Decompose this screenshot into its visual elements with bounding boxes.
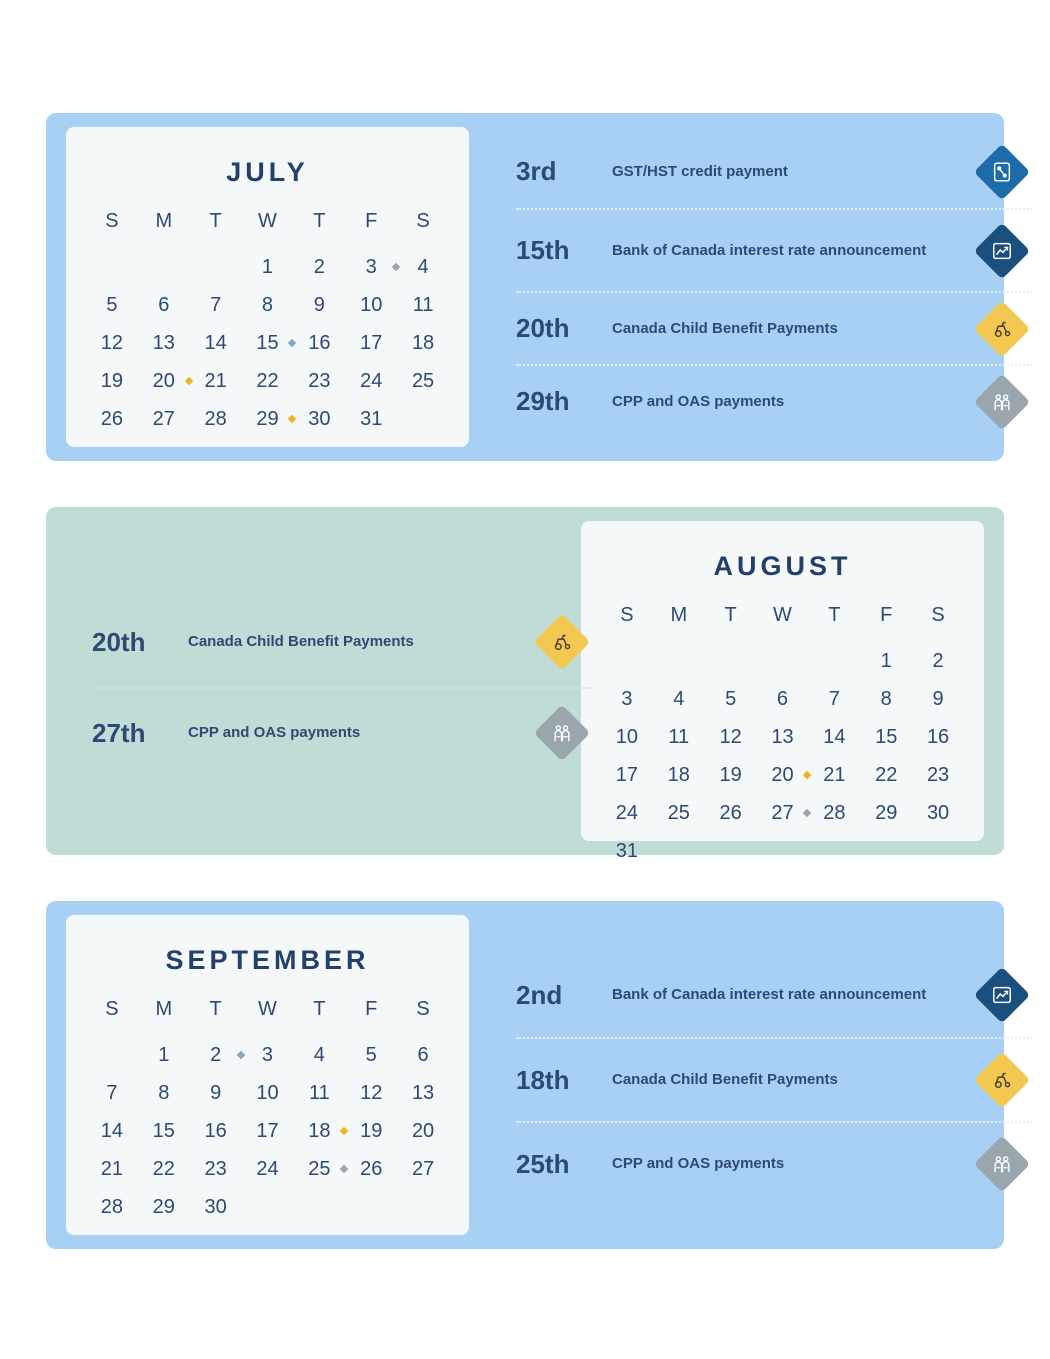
calendar-day: 11 — [308, 1082, 330, 1104]
event-label: Canada Child Benefit Payments — [612, 1071, 838, 1089]
month-block-august — [46, 507, 1004, 862]
calendar-day: 2 — [932, 650, 944, 672]
calendar-day: 17 — [360, 332, 383, 354]
calendar-day: 23 — [204, 1158, 227, 1180]
calendar-day: 13 — [411, 1082, 435, 1104]
weekday-header: T — [209, 210, 222, 232]
child-benefit-icon — [972, 1060, 1032, 1100]
calendar-day: 29 — [242, 405, 294, 433]
calendar-card-august — [581, 521, 984, 862]
calendar-day: 15 — [152, 1120, 175, 1142]
calendar-day: 25 — [667, 802, 690, 824]
calendar-day: 10 — [360, 294, 383, 316]
cpp-oas-icon — [972, 382, 1032, 422]
calendar-day: 1 — [261, 256, 274, 278]
calendar-blank — [86, 253, 138, 281]
calendar-day: 17 — [256, 1120, 279, 1142]
calendar-blank — [653, 647, 705, 675]
calendar-day: 24 — [615, 802, 639, 824]
calendar-day: 15 — [242, 329, 294, 357]
calendar-day: 5 — [365, 1044, 377, 1066]
event-row — [516, 953, 1032, 1037]
event-row — [516, 1037, 1032, 1121]
event-day: 18th — [516, 1064, 570, 1095]
weekday-header: F — [365, 210, 378, 232]
gst-credit-icon — [972, 152, 1032, 192]
calendar-day: 30 — [308, 408, 331, 430]
calendar-day: 7 — [106, 1082, 118, 1104]
event-day: 27th — [92, 717, 146, 748]
weekday-header: S — [620, 604, 634, 626]
calendar-day: 29 — [152, 1196, 175, 1218]
calendar-day: 25 — [293, 1155, 345, 1183]
calendar-day: 9 — [313, 294, 325, 316]
event-day: 2nd — [516, 979, 563, 1010]
month-block-september — [46, 901, 1004, 1249]
child-benefit-icon — [532, 622, 592, 662]
calendar-day: 22 — [152, 1158, 175, 1180]
calendar-day: 2 — [190, 1041, 242, 1069]
calendar-day: 5 — [725, 688, 737, 710]
calendar-card-july — [66, 127, 469, 447]
calendar-day: 21 — [100, 1158, 124, 1180]
weekday-header: M — [670, 604, 688, 626]
weekday-header: T — [724, 604, 737, 626]
calendar-card-september — [66, 915, 469, 1235]
calendar-day: 9 — [932, 688, 944, 710]
weekday-header: S — [105, 998, 119, 1020]
calendar-day: 27 — [757, 799, 809, 827]
event-row — [92, 597, 592, 687]
calendar-day: 8 — [261, 294, 274, 316]
weekday-header: S — [105, 210, 119, 232]
events-list-september — [516, 953, 1032, 1213]
calendar-day: 15 — [875, 726, 898, 748]
event-row — [516, 135, 1032, 208]
calendar-day: 6 — [776, 688, 789, 710]
calendar-blank — [190, 253, 242, 281]
event-day: 25th — [516, 1148, 570, 1179]
calendar-day: 27 — [411, 1158, 435, 1180]
calendar-day: 22 — [256, 370, 279, 392]
calendar-blank — [808, 647, 860, 675]
calendar-day: 21 — [823, 764, 846, 786]
calendar-day: 1 — [880, 650, 892, 672]
event-label: CPP and OAS payments — [612, 1155, 785, 1173]
weekday-header: F — [880, 604, 893, 626]
weekday-header: T — [313, 210, 326, 232]
calendar-day: 6 — [417, 1044, 429, 1066]
calendar-day: 14 — [100, 1120, 124, 1142]
weekday-header: F — [365, 998, 378, 1020]
calendar-day: 20 — [138, 367, 190, 395]
calendar-day: 12 — [719, 726, 742, 748]
calendar-day: 20 — [411, 1120, 435, 1142]
calendar-day: 3 — [345, 253, 397, 281]
calendar-day: 16 — [308, 332, 331, 354]
calendar-day: 4 — [673, 688, 685, 710]
weekday-header: M — [155, 998, 173, 1020]
events-list-august — [92, 597, 592, 777]
calendar-day: 30 — [204, 1196, 227, 1218]
calendar-day: 18 — [411, 332, 435, 354]
calendar-day: 31 — [615, 840, 639, 862]
calendar-day: 31 — [360, 408, 383, 430]
calendar-day: 18 — [667, 764, 690, 786]
event-label: GST/HST credit payment — [612, 162, 788, 180]
calendar-day: 14 — [204, 332, 227, 354]
calendar-day: 12 — [360, 1082, 383, 1104]
weekday-header: S — [416, 210, 430, 232]
calendar-day: 25 — [411, 370, 435, 392]
calendar-day: 17 — [615, 764, 639, 786]
calendar-day: 27 — [152, 408, 175, 430]
calendar-day: 8 — [158, 1082, 170, 1104]
calendar-day: 28 — [823, 802, 846, 824]
calendar-day: 16 — [926, 726, 950, 748]
calendar-day: 6 — [158, 294, 170, 316]
calendar-day: 22 — [875, 764, 898, 786]
event-row — [516, 208, 1032, 291]
calendar-grid-july — [86, 210, 449, 433]
calendar-day: 23 — [308, 370, 331, 392]
month-block-july — [46, 113, 1004, 461]
weekday-header: W — [258, 210, 277, 232]
child-benefit-icon — [972, 309, 1032, 349]
calendar-day: 3 — [621, 688, 633, 710]
calendar-day: 30 — [926, 802, 950, 824]
month-title-august: AUGUST — [713, 551, 852, 581]
interest-rate-icon — [972, 231, 1032, 271]
calendar-day: 8 — [880, 688, 892, 710]
month-title-july: JULY — [226, 157, 309, 187]
calendar-day: 23 — [926, 764, 950, 786]
event-day: 3rd — [516, 156, 557, 186]
calendar-day: 7 — [210, 294, 222, 316]
calendar-day: 13 — [771, 726, 794, 748]
events-list-july — [516, 135, 1032, 465]
calendar-day: 1 — [158, 1044, 170, 1066]
calendar-blank — [138, 253, 190, 281]
cpp-oas-icon — [972, 1144, 1032, 1184]
calendar-day: 10 — [256, 1082, 279, 1104]
calendar-day: 16 — [204, 1120, 227, 1142]
calendar-day: 24 — [360, 370, 383, 392]
calendar-blank — [757, 647, 809, 675]
weekday-header: W — [258, 998, 277, 1020]
calendar-day: 26 — [100, 408, 124, 430]
calendar-grid-september — [86, 998, 449, 1221]
weekday-header: M — [155, 210, 173, 232]
event-label: Canada Child Benefit Payments — [188, 633, 414, 651]
event-label: CPP and OAS payments — [188, 724, 361, 742]
calendar-blank — [86, 1041, 138, 1069]
calendar-blank — [601, 647, 653, 675]
calendar-day: 4 — [313, 1044, 325, 1066]
calendar-day: 28 — [100, 1196, 124, 1218]
event-label: Canada Child Benefit Payments — [612, 319, 838, 337]
calendar-day: 13 — [152, 332, 175, 354]
calendar-day: 14 — [823, 726, 846, 748]
calendar-blank — [705, 647, 757, 675]
weekday-header: S — [931, 604, 945, 626]
calendar-day: 29 — [875, 802, 898, 824]
calendar-day: 7 — [828, 688, 840, 710]
calendar-day: 26 — [360, 1158, 383, 1180]
calendar-day: 28 — [204, 408, 227, 430]
event-label: Bank of Canada interest rate announcement — [612, 241, 927, 259]
cpp-oas-icon — [532, 713, 592, 753]
weekday-header: S — [416, 998, 430, 1020]
calendar-day: 24 — [256, 1158, 279, 1180]
event-day: 15th — [516, 235, 570, 265]
calendar-day: 12 — [100, 332, 124, 354]
calendar-day: 19 — [360, 1120, 383, 1142]
event-label: Bank of Canada interest rate announcement — [612, 986, 927, 1004]
month-title-september: SEPTEMBER — [165, 945, 370, 975]
calendar-day: 4 — [417, 256, 429, 278]
interest-rate-icon — [972, 975, 1032, 1015]
weekday-header: W — [773, 604, 792, 626]
event-row — [516, 1121, 1032, 1205]
weekday-header: T — [209, 998, 222, 1020]
event-day: 29th — [516, 386, 570, 416]
calendar-day: 26 — [719, 802, 742, 824]
calendar-day: 3 — [261, 1044, 274, 1066]
event-row — [516, 291, 1032, 364]
weekday-header: T — [313, 998, 326, 1020]
calendar-day: 20 — [757, 761, 809, 789]
event-row — [516, 364, 1032, 437]
event-day: 20th — [516, 313, 570, 343]
event-row — [92, 687, 592, 777]
calendar-day: 11 — [412, 294, 434, 316]
event-day: 20th — [92, 626, 146, 657]
calendar-day: 9 — [210, 1082, 222, 1104]
event-label: CPP and OAS payments — [612, 392, 785, 410]
calendar-day: 18 — [293, 1117, 345, 1145]
calendar-grid-august — [601, 604, 964, 865]
calendar-day: 2 — [313, 256, 325, 278]
calendar-day: 21 — [204, 370, 227, 392]
calendar-day: 10 — [615, 726, 639, 748]
calendar-day: 5 — [106, 294, 118, 316]
calendar-day: 19 — [719, 764, 742, 786]
calendar-day: 11 — [668, 726, 690, 748]
weekday-header: T — [828, 604, 841, 626]
calendar-day: 19 — [100, 370, 124, 392]
